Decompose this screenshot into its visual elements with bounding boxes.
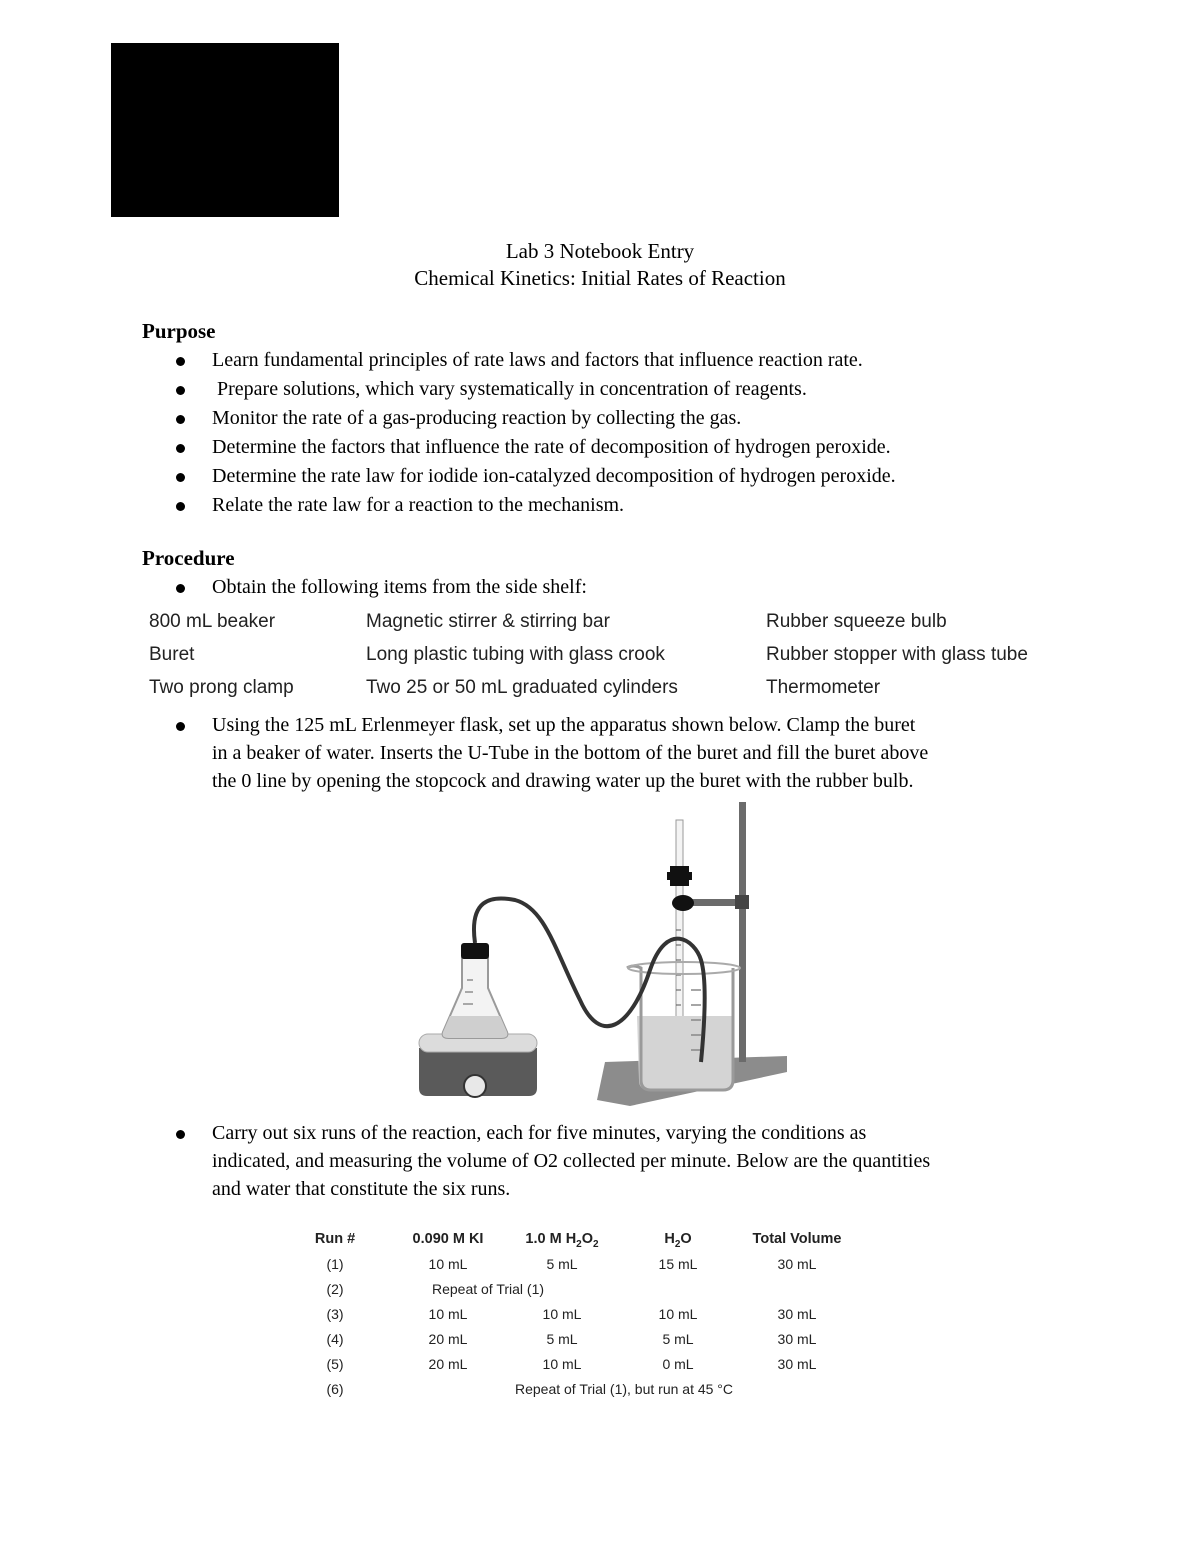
bullet-icon	[176, 722, 185, 731]
beaker-rim	[628, 962, 740, 974]
table-cell: Long plastic tubing with glass crook	[366, 644, 665, 665]
procedure-step-3	[142, 1119, 1072, 1203]
table-row	[149, 605, 1069, 638]
column-header: Total Volume	[752, 1231, 842, 1247]
table-cell: Rubber stopper with glass tube	[766, 644, 1028, 665]
stopcock-handle	[667, 872, 692, 880]
table-row: (6) Repeat of Trial (1), but run at 45 °C	[326, 1381, 734, 1397]
list-item: Relate the rate law for a reaction to the mechanism.	[142, 491, 896, 520]
bullet-icon	[176, 415, 185, 424]
bullet-icon	[176, 1130, 185, 1139]
list-item: Obtain the following items from the side shelf:	[142, 573, 587, 602]
list-item: Determine the rate law for iodide ion-catalyzed decomposition of hydrogen peroxide.	[142, 462, 896, 491]
table-row	[149, 638, 1069, 671]
table-row: (1) 10 mL 5 mL 15 mL 30 mL	[326, 1256, 817, 1272]
table-cell: Rubber squeeze bulb	[766, 611, 947, 632]
purpose-list	[142, 346, 896, 520]
clamp-boss	[735, 895, 749, 909]
buret-clamp	[672, 895, 694, 911]
flask-liquid	[443, 1016, 508, 1038]
text-line: Using the 125 mL Erlenmeyer flask, set up the apparatus shown below. Clamp the buret	[212, 714, 916, 736]
bullet-icon	[176, 584, 185, 593]
text-line: the 0 line by opening the stopcock and drawing water up the buret with the rubber bulb.	[212, 770, 914, 792]
table-cell: Two 25 or 50 mL graduated cylinders	[366, 677, 678, 698]
procedure-step-2	[142, 711, 1072, 795]
column-header: Run #	[314, 1231, 356, 1247]
list-item: Prepare solutions, which vary systematically in concentration of reagents.	[142, 375, 896, 404]
table-cell: 800 mL beaker	[149, 611, 276, 632]
procedure-heading: Procedure	[142, 546, 235, 570]
runs-table	[310, 1227, 870, 1402]
bullet-icon	[176, 473, 185, 482]
stir-plate-knob	[464, 1075, 486, 1097]
text-line: in a beaker of water. Inserts the U-Tube in the bottom of the buret and fill the buret above	[212, 742, 929, 764]
list-item: Determine the factors that influence the rate of decomposition of hydrogen peroxide.	[142, 433, 896, 462]
bullet-icon	[176, 444, 185, 453]
beaker-water	[637, 1016, 733, 1090]
text-line: Carry out six runs of the reaction, each for five minutes, varying the conditions as	[212, 1122, 867, 1144]
clamp-arm	[690, 899, 742, 906]
table-row	[149, 671, 1069, 704]
bullet-icon	[176, 502, 185, 511]
apparatus-diagram	[405, 800, 805, 1115]
page-subtitle: Chemical Kinetics: Initial Rates of Reaction	[414, 266, 786, 290]
list-item: Learn fundamental principles of rate laws and factors that influence reaction rate.	[142, 346, 896, 375]
procedure-step-1	[142, 573, 587, 602]
column-header: $H_2O$	[664, 1231, 692, 1250]
flask-stopper	[461, 943, 489, 959]
text-line: indicated, and measuring the volume of O2 collected per minute. Below are the quantities	[212, 1150, 931, 1172]
table-row: (5) 20 mL 10 mL 0 mL 30 mL	[326, 1356, 817, 1372]
table-cell: Two prong clamp	[149, 677, 294, 698]
table-cell: Buret	[149, 644, 195, 665]
column-header: 0.090 M KI	[412, 1231, 484, 1247]
bullet-icon	[176, 357, 185, 366]
page-title: Lab 3 Notebook Entry	[505, 239, 695, 263]
list-item: Monitor the rate of a gas-producing reaction by collecting the gas.	[142, 404, 896, 433]
table-row: (4) 20 mL 5 mL 5 mL 30 mL	[326, 1331, 817, 1347]
bullet-icon	[176, 386, 185, 395]
table-cell: Magnetic stirrer & stirring bar	[366, 611, 610, 632]
table-row: (3) 10 mL 10 mL 10 mL 30 mL	[326, 1306, 817, 1322]
text-line: and water that constitute the six runs.	[212, 1178, 511, 1200]
table-header-row	[310, 1227, 870, 1252]
purpose-heading: Purpose	[142, 319, 216, 343]
table-row: (2) Repeat of Trial (1)	[326, 1281, 545, 1297]
stand-rod	[739, 802, 746, 1062]
equipment-table	[149, 605, 1069, 704]
table-cell: Thermometer	[766, 677, 881, 698]
column-header: 1.0 M $H_2O_2$	[525, 1231, 599, 1250]
redacted-block	[111, 43, 339, 217]
